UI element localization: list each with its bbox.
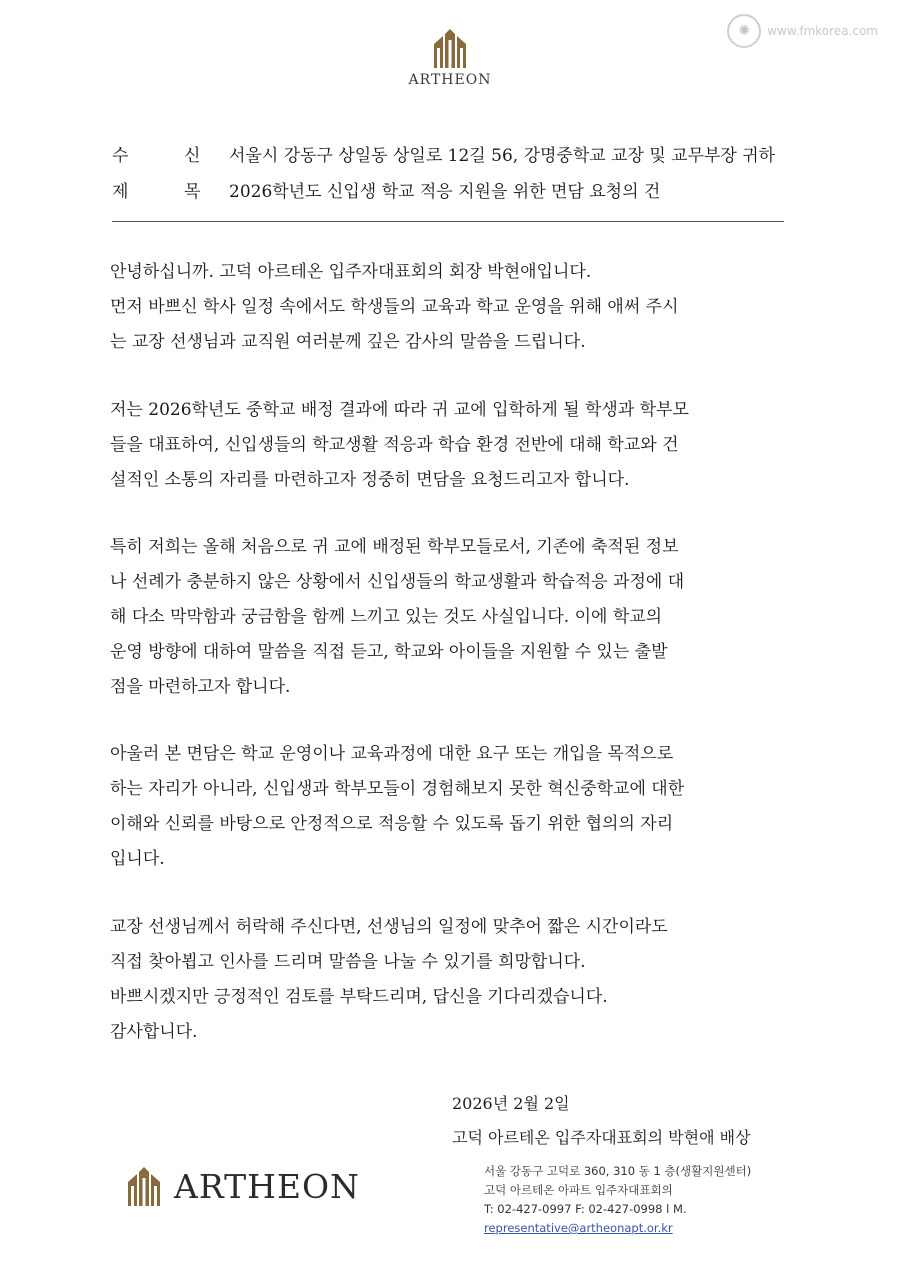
body-line: 나 선례가 충분하지 않은 상황에서 신입생들의 학교생활과 학습적응 과정에 대: [110, 572, 685, 592]
header-logo: [0, 28, 900, 88]
body-line: 운영 방향에 대하여 말씀을 직접 듣고, 학교와 아이들을 지원할 수 있는 출발: [110, 642, 668, 662]
footer-brand-name: ARTHEON: [174, 1166, 360, 1206]
body-line: 아울러 본 면담은 학교 운영이나 교육과정에 대한 요구 또는 개입을 목적으로: [110, 744, 674, 764]
paragraph-clarification: [110, 737, 800, 877]
paragraph-purpose: [110, 393, 800, 498]
footer-contact: [484, 1162, 751, 1238]
body-line: 먼저 바쁘신 학사 일정 속에서도 학생들의 교육과 학교 운영을 위해 애써 주시: [110, 297, 679, 317]
subject-row: [112, 177, 660, 202]
letter-date: 2026년 2월 2일: [452, 1094, 570, 1113]
brand-name: ARTHEON: [408, 72, 492, 88]
recipient-label-2: 신: [184, 146, 201, 166]
footer-logo: [124, 1166, 360, 1206]
body-line: 입니다.: [110, 849, 165, 869]
recipient-row: [112, 141, 775, 166]
artheon-emblem-icon: [124, 1166, 164, 1206]
subject-value: 2026학년도 신입생 학교 적응 지원을 위한 면담 요청의 건: [229, 182, 661, 202]
subject-label-1: 제: [112, 182, 129, 202]
paragraph-greeting: [110, 255, 800, 360]
footer-phones: T: 02-427-0997 F: 02-427-0998 l M.: [484, 1202, 687, 1216]
letter-signature: 고덕 아르테온 입주자대표회의 박현애 배상: [452, 1128, 751, 1147]
body-line: 들을 대표하여, 신입생들의 학교생활 적응과 학습 환경 전반에 대해 학교와 건: [110, 435, 679, 455]
body-line: 감사합니다.: [110, 1022, 198, 1042]
watermark-text: www.fmkorea.com: [767, 24, 878, 38]
body-line: 하는 자리가 아니라, 신입생과 학부모들이 경험해보지 못한 혁신중학교에 대한: [110, 779, 685, 799]
subject-label-2: 목: [184, 182, 201, 202]
footer-org: 고덕 아르테온 아파트 입주자대표회의: [484, 1183, 673, 1197]
watermark-seal-icon: ✺: [727, 14, 761, 48]
body-line: 바쁘시겠지만 긍정적인 검토를 부탁드리며, 답신을 기다리겠습니다.: [110, 987, 608, 1007]
body-line: 설적인 소통의 자리를 마련하고자 정중히 면담을 요청드리고자 합니다.: [110, 470, 630, 490]
paragraph-background: [110, 530, 800, 705]
body-line: 이해와 신뢰를 바탕으로 안정적으로 적응할 수 있도록 돕기 위한 협의의 자리: [110, 814, 674, 834]
footer-address: 서울 강동구 고덕로 360, 310 동 1 층(생활지원센터): [484, 1164, 752, 1178]
body-line: 해 다소 막막함과 궁금함을 함께 느끼고 있는 것도 사실입니다. 이에 학교의: [110, 607, 663, 627]
body-line: 점을 마련하고자 합니다.: [110, 677, 291, 697]
header-divider: [112, 221, 784, 222]
artheon-emblem-icon: [430, 28, 470, 68]
body-line: 직접 찾아뵙고 인사를 드리며 말씀을 나눌 수 있기를 희망합니다.: [110, 952, 586, 972]
body-line: 는 교장 선생님과 교직원 여러분께 깊은 감사의 말씀을 드립니다.: [110, 332, 586, 352]
body-line: 저는 2026학년도 중학교 배정 결과에 따라 귀 교에 입학하게 될 학생과 학부모: [110, 400, 689, 420]
body-line: 특히 저희는 올해 처음으로 귀 교에 배정된 학부모들로서, 기존에 축적된 정보: [110, 537, 679, 557]
footer-email-link[interactable]: representative@artheonapt.or.kr: [484, 1221, 673, 1235]
recipient-label-1: 수: [112, 146, 129, 166]
recipient-value: 서울시 강동구 상일동 상일로 12길 56, 강명중학교 교장 및 교무부장 귀하: [229, 146, 776, 166]
paragraph-closing: [110, 910, 800, 1050]
body-line: 교장 선생님께서 허락해 주신다면, 선생님의 일정에 맞추어 짧은 시간이라도: [110, 917, 668, 937]
body-line: 안녕하십니까. 고덕 아르테온 입주자대표회의 회장 박현애입니다.: [110, 262, 592, 282]
